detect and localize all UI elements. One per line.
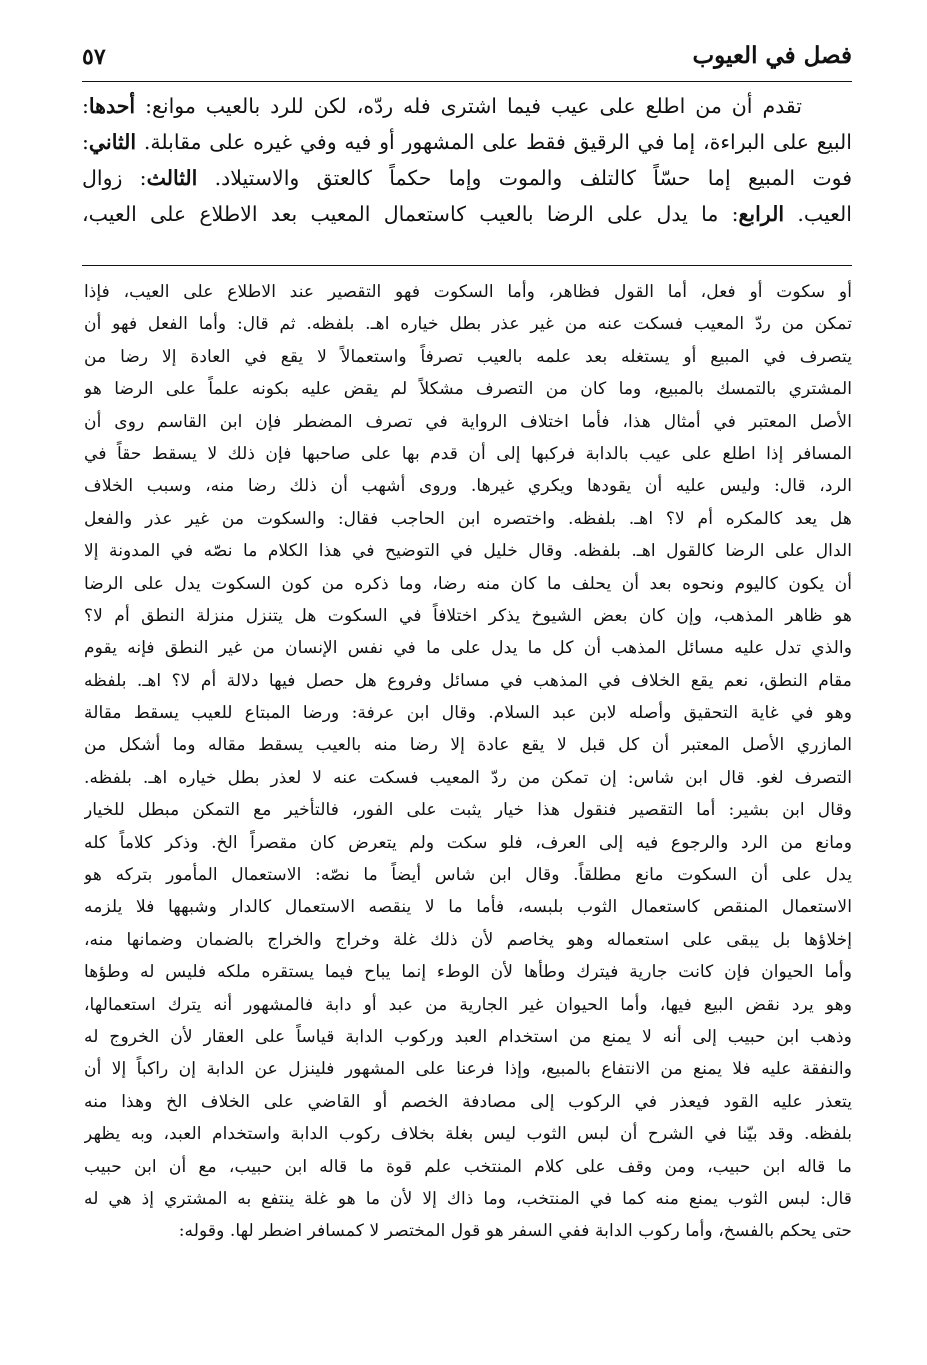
footnote-line: المشتري بالتمسك بالمبيع، وما كان من التصرف مشكلاً لم يقض عليه بكونه علماً على الرضا هو — [84, 379, 852, 400]
footnote-line: هل يعد كالمكره أم لا؟ اهـ. بلفظه. واختصره ابن الحاجب فقال: والسكوت من غير عذر والفعل — [84, 508, 852, 529]
footnote-line: حتى يحكم بالفسخ، وأما ركوب الدابة ففي السفر هو قول المختصر لا كمسافر اضطر لها. وقوله: — [178, 1221, 852, 1242]
main-line: العيب. الرابع: ما يدل على الرضا بالعيب كاستعمال المعيب بعد الاطلاع على العيب، — [82, 202, 852, 226]
footnote-line: المازري الأصل المعتبر أن كل قبل لا يقع عادة إلا رضا منه بالعيب يسقط مقاله وما أشكل من — [84, 735, 852, 756]
footnote-line: تمكن من ردّ المعيب فسكت عنه من غير عذر بطل خياره اهـ. بلفظه. ثم قال: وأما الفعل فهو أن — [84, 314, 852, 335]
footnote-line: التصرف لغو. قال ابن شاس: إن تمكن من ردّ المعيب فسكت عنه لا لعذر بطل خياره اهـ. بلفظه. — [84, 767, 852, 788]
enumeration-label: أحدها — [88, 94, 136, 118]
footnote-line: يدل على أن السكوت مانع مطلقاً. وقال ابن شاس أيضاً ما نصّه: الاستعمال المأمور بتركه هو — [84, 865, 852, 886]
footnote-line: وذهب ابن حبيب إلى أنه لا يمنع من استخدام العبد وركوب الدابة قياساً على العقار لأن الخروج له — [84, 1026, 852, 1047]
enumeration-label: الرابع — [738, 202, 785, 226]
footnote-line: بلفظه. وقد بيّنا في الشرح أن لبس الثوب ليس بغلة بخلاف ركوب الدابة واستخدام العبد، وبه يظهر — [84, 1124, 852, 1145]
footnote-line: إخلاؤها بل يبقى على استعماله وهو يخاصم لأن ذلك غلة وخراج والخراج بالضمان وضمانها منه، — [84, 929, 852, 950]
footnote-rule — [82, 265, 852, 266]
footnote-line: الاستعمال المنقص كاستعمال الثوب بلبسه، فأما ما لا ينقصه الاستعمال كالدار وشبهها فلا يلزمه — [84, 897, 852, 918]
page-number: ٥٧ — [82, 44, 106, 70]
main-line: تقدم أن من اطلع على عيب فيما اشترى فله ردّه، لكن للرد بالعيب موانع: أحدها: — [82, 94, 802, 118]
footnote-line: وهو يرد نقض البيع فيها، وأما الحيوان غير الجارية من عبد أو دابة فالمشهور أنه يترك استعمالها، — [84, 994, 852, 1015]
footnote-line: ومانع من الرد والرجوع فيه إلى العرف، فلو سكت ولم يتعرض كان مقصراً الخ. وذكر كلاماً كله — [84, 832, 852, 853]
footnote-line: أو سكوت أو فعل، أما القول فظاهر، وأما السكوت فهو التقصير عند الاطلاع على العيب، فإذا — [84, 282, 852, 302]
enumeration-label: الثاني — [88, 130, 137, 154]
footnote-line: يتعذر عليه القود فيعذر في الركوب إلى مصادفة الخصم أو القاضي على الخلاف الخ وهذا منه — [84, 1091, 852, 1112]
footnote-line: الرد، قال: وليس عليه أن يقودها ويكري غيرها. وروى أشهب أن ذلك رضا منه، وسبب الخلاف — [84, 476, 852, 497]
running-title: فصل في العيوب — [692, 42, 852, 69]
footnote-line: الأصل المعتبر في أمثال هذا، فأما اختلاف الرواية في تصرف المضطر فإن ابن القاسم روى أن — [84, 411, 852, 432]
footnote-line: المسافر إذا اطلع على عيب بالدابة فركبها إلى أن قدم بها على صاحبها فإن ذلك لا يسقط حقاً في — [84, 443, 852, 464]
page-header — [82, 40, 852, 78]
main-line: فوت المبيع إما حسّاً كالتلف والموت وإما حكماً كالعتق والاستيلاد. الثالث: زوال — [82, 166, 852, 190]
footnote — [84, 276, 852, 1248]
footnote-line: وقال ابن بشير: أما التقصير فنقول هذا خيار يثبت على الفور، فالتأخير مع التمكن مبطل للخيار — [84, 800, 852, 821]
footnote-line: أن يكون كاليوم ونحوه بعد أن يحلف ما كان منه رضا، وما ذكره من كون السكوت يدل على الرضا — [84, 573, 852, 594]
footnote-line: وهو في غاية التحقيق وأصله لابن عبد السلام. وقال ابن عرفة: ورضا المبتاع للعيب يسقط مقالة — [84, 703, 852, 724]
main-text — [82, 88, 852, 232]
footnote-line: والنفقة عليه فلا يمنع من الانتفاع بالمبيع، وإذا فرعنا على المشهور فلينزل عن الدابة إن راكباً إلا أن — [84, 1059, 852, 1080]
footnote-line: هو ظاهر المذهب، وإن كان بعض الشيوخ يذكر اختلافاً في السكوت هل يتنزل منزلة النطق أم لا؟ — [84, 605, 852, 626]
footnote-line: والذي تدل عليه مسائل المذهب أن كل ما يدل على ما في نفس الإنسان من غير النطق فإنه يقوم — [84, 638, 852, 659]
enumeration-label: الثالث — [146, 166, 198, 190]
footnote-line: وأما الحيوان فإن كانت جارية فيترك وطأها لأن الوطء إنما يباح فيما يستقره ملكه فليس له وطؤها — [84, 962, 852, 983]
main-line: البيع على البراءة، إما في الرقيق فقط على المشهور أو فيه وفي غيره على مقابلة. الثاني: — [82, 130, 852, 154]
footnote-line: الدال على الرضا كالقول اهـ. بلفظه. وقال خليل في التوضيح في هذا الكلام ما نصّه في المدونة إلا — [84, 541, 852, 562]
footnote-line: ما قاله ابن حبيب، ومن وقف على كلام المنتخب علم قوة ما قاله ابن حبيب، مع أن ابن حبيب — [84, 1156, 852, 1177]
header-rule — [82, 81, 852, 82]
footnote-line: يتصرف في المبيع أو يستغله بعد علمه بالعيب تصرفاً واستعمالاً لا يقع في العادة إلا رضا من — [84, 346, 852, 367]
footnote-line: قال: لبس الثوب يمنع منه كما في المنتخب، وما ذاك إلا لأن ما هو غلة ينتفع به المشتري إذ هي له — [84, 1188, 852, 1209]
footnote-line: مقام النطق، نعم يقع الخلاف في المذهب في مسائل وفروع هل حصل فيها دلالة أم لا؟ اهـ. بلفظه — [84, 670, 852, 691]
